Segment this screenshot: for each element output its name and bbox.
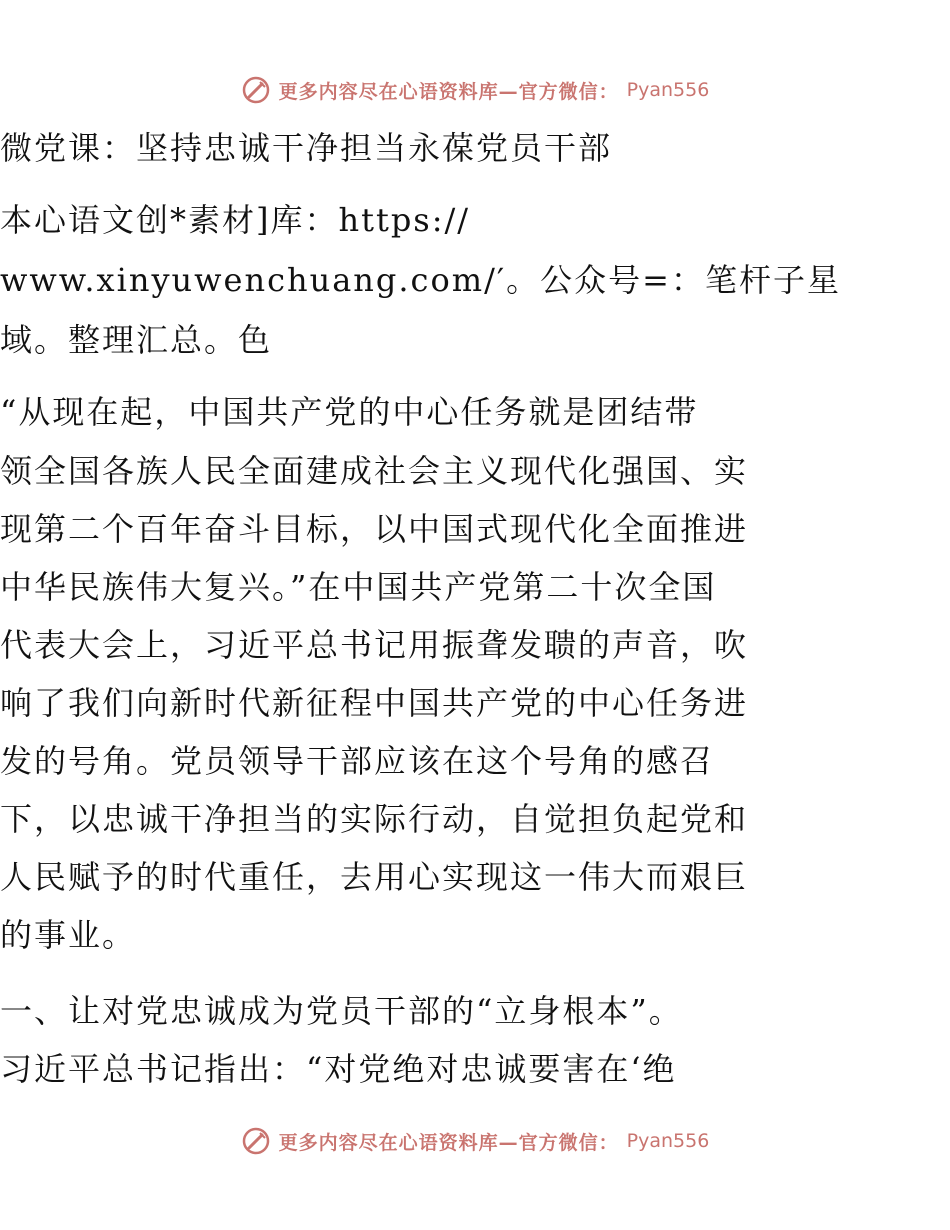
paragraph-line: 发的号角。党员领导干部应该在这个号角的感召 <box>0 742 715 780</box>
header-watermark <box>0 70 950 110</box>
watermark-contact: Pyan556 <box>626 79 710 101</box>
section-heading: 一、让对党忠诚成为党员干部的“立身根本”。 <box>0 992 683 1030</box>
watermark-contact: Pyan556 <box>626 1130 710 1152</box>
paragraph-line: 代表大会上，习近平总书记用振聋发聩的声音，吹 <box>0 626 749 664</box>
paragraph-line: 下，以忠诚干净担当的实际行动，自觉担负起党和 <box>0 800 749 838</box>
watermark-text: 更多内容尽在心语资料库—官方微信： <box>278 80 619 103</box>
pen-logo-icon <box>241 1126 271 1156</box>
paragraph-line: 现第二个百年奋斗目标，以中国式现代化全面推进 <box>0 510 749 548</box>
source-line: 域。整理汇总。色 <box>0 321 273 359</box>
source-line: www.xinyuwenchuang.com/′。公众号=：笔杆子星 <box>0 261 841 299</box>
paragraph-line: 中华民族伟大复兴。”在中国共产党第二十次全国 <box>0 568 717 606</box>
source-line: 本心语文创*素材]库：https:// <box>0 201 471 239</box>
pen-logo-icon <box>241 75 271 105</box>
document-title: 微党课：坚持忠诚干净担当永葆党员干部 <box>0 129 613 167</box>
paragraph-line: 响了我们向新时代新征程中国共产党的中心任务进 <box>0 684 749 722</box>
paragraph-line: 的事业。 <box>0 916 137 954</box>
watermark-text: 更多内容尽在心语资料库—官方微信： <box>278 1131 619 1154</box>
paragraph-line: 领全国各族人民全面建成社会主义现代化强国、实 <box>0 452 749 490</box>
paragraph-line: 人民赋予的时代重任，去用心实现这一伟大而艰巨 <box>0 858 749 896</box>
paragraph-line: “从现在起，中国共产党的中心任务就是团结带 <box>0 393 699 431</box>
footer-watermark <box>0 1121 950 1161</box>
paragraph-line: 习近平总书记指出：“对党绝对忠诚要害在‘绝 <box>0 1050 677 1088</box>
